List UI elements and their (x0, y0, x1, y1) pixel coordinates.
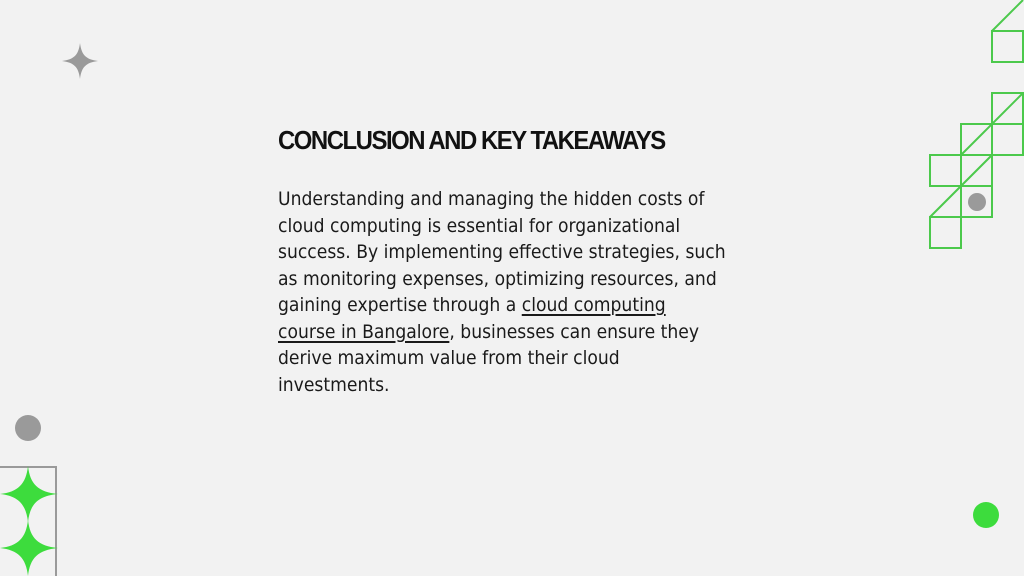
gray-dot-left (15, 415, 41, 441)
green-sparkle-icon (0, 466, 58, 522)
body-line: Understanding and managing the hidden costs of (278, 188, 705, 210)
geometric-cube-outline (920, 0, 1024, 260)
body-line: as monitoring expenses, optimizing resources, and (278, 267, 717, 290)
body-line: success. By implementing effective strategies, such (278, 241, 726, 263)
cloud-computing-course-link[interactable]: cloud computing (521, 294, 666, 316)
green-sparkles-box (0, 466, 60, 576)
green-sparkle-icon (0, 520, 58, 576)
body-line (278, 319, 712, 346)
body-text-segment: gaining expertise through a (278, 294, 522, 316)
green-dot-right (973, 502, 999, 528)
cloud-computing-course-link-continued[interactable]: course in Bangalore (278, 320, 450, 343)
body-line: derive maximum value from their cloud (278, 347, 620, 369)
body-line (278, 292, 712, 319)
body-line: investments. (278, 373, 390, 396)
gray-dot-right (968, 193, 986, 211)
body-text-segment: , businesses can ensure they (449, 320, 700, 343)
sparkle-star-icon (62, 43, 98, 79)
body-line: cloud computing is essential for organizational (278, 214, 681, 237)
slide-title: CONCLUSION AND KEY TAKEAWAYS (278, 125, 665, 155)
slide-body (278, 186, 758, 398)
